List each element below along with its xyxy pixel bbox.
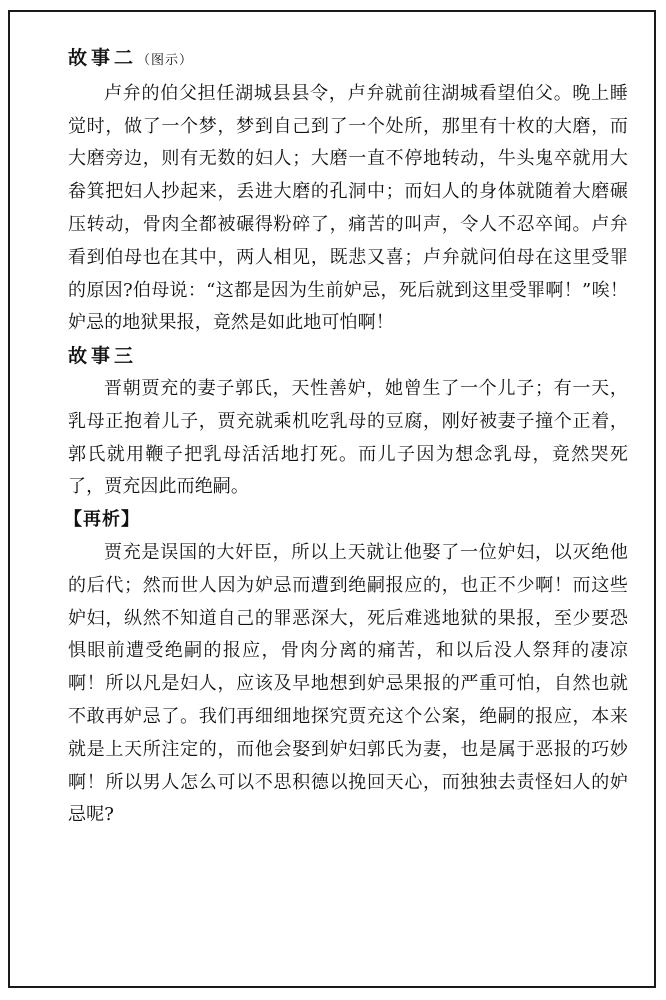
page-content bbox=[64, 42, 628, 832]
analysis-paragraph: 贾充是误国的大奸臣，所以上天就让他娶了一位妒妇，以灭绝他的后代；然而世人因为妒忌而遭到绝嗣报应的，也正不少啊！而这些妒妇，纵然不知道自己的罪恶深大，死后难逃地狱的果报，至少要恐惧眼前遭受绝嗣的报应，骨肉分离的痛苦，和以后没人祭拜的凄凉啊！所以凡是妇人，应该及早地想到妒忌果报的严重可怕，自然也就不敢再妒忌了。我们再细细地探究贾充这个公案，绝嗣的报应，本来就是上天所注定的，而他会娶到妒妇郭氏为妻，也是属于恶报的巧妙啊！所以男人怎么可以不思积德以挽回天心，而独独去责怪妇人的妒忌呢? bbox=[68, 541, 628, 826]
story3-heading: 故事三 bbox=[68, 345, 138, 368]
story2-heading bbox=[68, 42, 628, 78]
story3-paragraph: 晋朝贾充的妻子郭氏，天性善妒，她曾生了一个儿子；有一天，乳母正抱着儿子，贾充就乘机吃乳母的豆腐，刚好被妻子撞个正着，郭氏就用鞭子把乳母活活地打死。而儿子因为想念乳母，竟然哭死了，贾充因此而绝嗣。 bbox=[68, 377, 628, 498]
story2-paragraph: 卢弁的伯父担任湖城县县令，卢弁就前往湖城看望伯父。晚上睡觉时，做了一个梦，梦到自己到了一个处所，那里有十枚的大磨，而大磨旁边，则有无数的妇人；大磨一直不停地转动，牛头鬼卒就用大畚箕把妇人抄起来，丢进大磨的孔洞中；而妇人的身体就随着大磨碾压转动，骨肉全都被碾得粉碎了，痛苦的叫声，令人不忍卒闻。卢弁看到伯母也在其中，两人相见，既悲又喜；卢弁就问伯母在这里受罪的原因?伯母说：“这都是因为生前妒忌，死后就到这里受罪啊！”唉！妒忌的地狱果报，竟然是如此地可怕啊！ bbox=[68, 82, 628, 334]
story2-note: （图示） bbox=[137, 53, 194, 68]
story2-title: 故事二 bbox=[68, 47, 138, 69]
book-page bbox=[8, 10, 656, 988]
analysis-heading: 【再析】 bbox=[64, 509, 140, 531]
